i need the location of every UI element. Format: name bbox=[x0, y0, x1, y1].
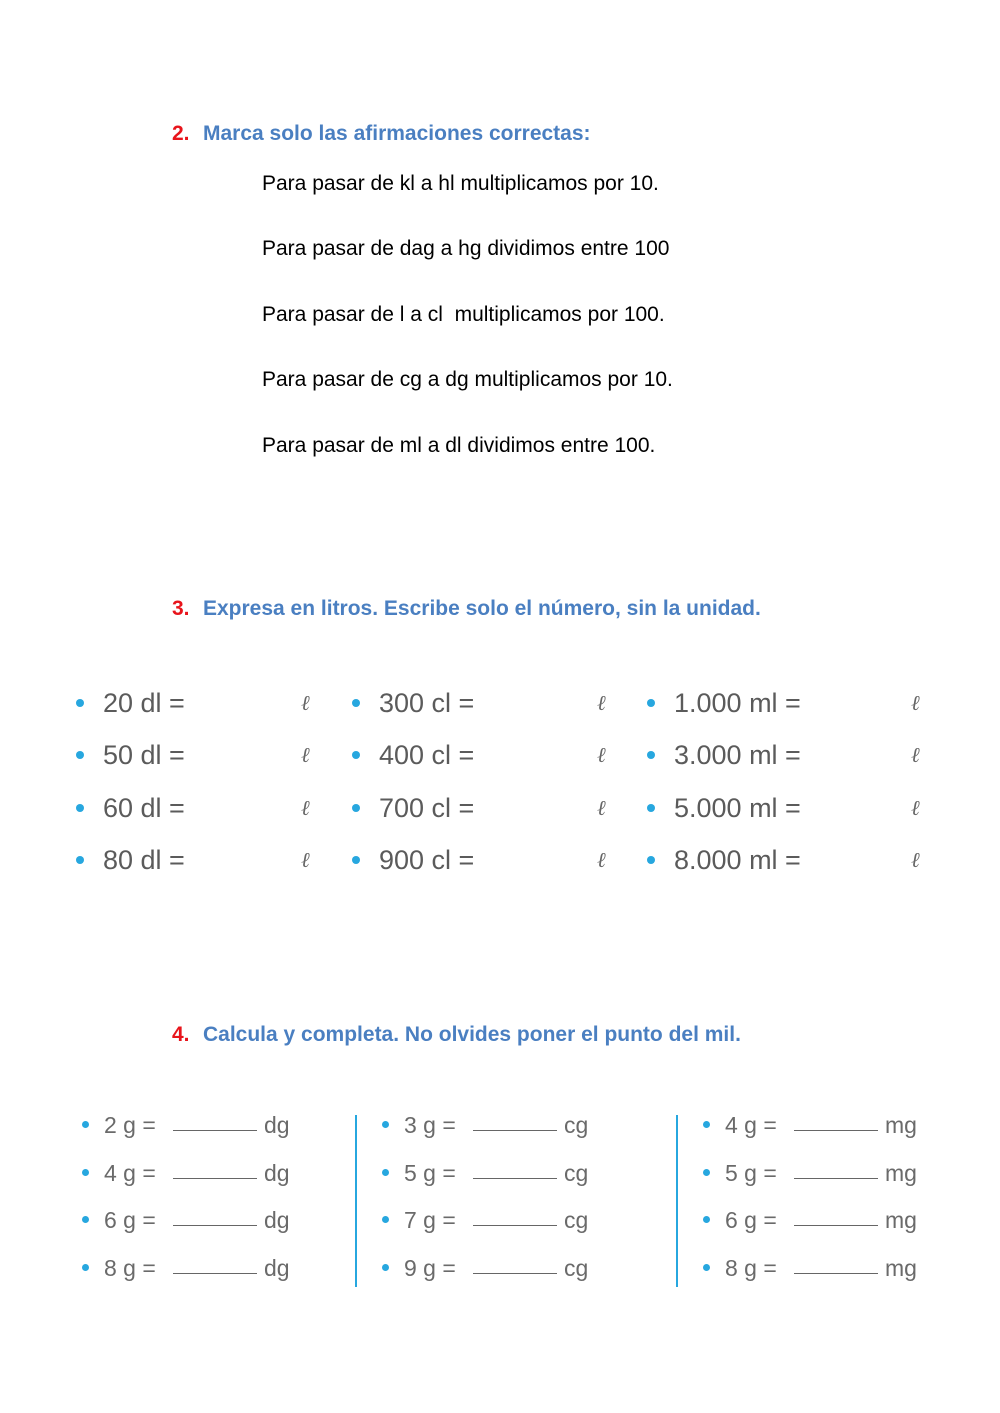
liter-unit-icon: ℓ bbox=[301, 743, 310, 767]
gram-unit: cg bbox=[564, 1255, 589, 1281]
liter-unit-icon: ℓ bbox=[597, 848, 606, 872]
answer-blank[interactable] bbox=[173, 1225, 257, 1226]
liter-unit-icon: ℓ bbox=[911, 743, 920, 767]
liter-expression: 400 cl = bbox=[379, 740, 475, 770]
answer-blank[interactable] bbox=[473, 1130, 557, 1131]
gram-unit: mg bbox=[885, 1112, 917, 1138]
bullet-icon bbox=[82, 1264, 89, 1271]
gram-expression: 8 g = bbox=[725, 1255, 777, 1281]
answer-blank[interactable] bbox=[473, 1225, 557, 1226]
statement-3[interactable]: Para pasar de l a cl multiplicamos por 100. bbox=[262, 303, 665, 326]
bullet-icon bbox=[382, 1216, 389, 1223]
bullet-icon bbox=[76, 699, 84, 707]
statement-5[interactable]: Para pasar de ml a dl dividimos entre 100. bbox=[262, 434, 656, 457]
liter-expression: 900 cl = bbox=[379, 845, 475, 875]
liter-expression: 8.000 ml = bbox=[674, 845, 801, 875]
q4-title: Calcula y completa. No olvides poner el punto del mil. bbox=[203, 1023, 741, 1046]
liter-expression: 20 dl = bbox=[103, 688, 185, 718]
gram-unit: mg bbox=[885, 1255, 917, 1281]
bullet-icon bbox=[82, 1121, 89, 1128]
gram-expression: 5 g = bbox=[725, 1160, 777, 1186]
column-divider bbox=[676, 1115, 678, 1287]
answer-blank[interactable] bbox=[173, 1273, 257, 1274]
gram-unit: mg bbox=[885, 1207, 917, 1233]
answer-blank[interactable] bbox=[794, 1178, 878, 1179]
liter-expression: 80 dl = bbox=[103, 845, 185, 875]
liter-unit-icon: ℓ bbox=[301, 848, 310, 872]
bullet-icon bbox=[703, 1169, 710, 1176]
bullet-icon bbox=[382, 1264, 389, 1271]
liter-unit-icon: ℓ bbox=[597, 691, 606, 715]
gram-unit: dg bbox=[264, 1112, 290, 1138]
bullet-icon bbox=[76, 751, 84, 759]
gram-expression: 6 g = bbox=[725, 1207, 777, 1233]
gram-expression: 2 g = bbox=[104, 1112, 156, 1138]
statement-2[interactable]: Para pasar de dag a hg dividimos entre 100 bbox=[262, 237, 670, 260]
bullet-icon bbox=[352, 804, 360, 812]
liter-expression: 300 cl = bbox=[379, 688, 475, 718]
q2-title: Marca solo las afirmaciones correctas: bbox=[203, 122, 591, 145]
gram-expression: 7 g = bbox=[404, 1207, 456, 1233]
bullet-icon bbox=[352, 699, 360, 707]
gram-unit: dg bbox=[264, 1207, 290, 1233]
bullet-icon bbox=[647, 804, 655, 812]
bullet-icon bbox=[647, 699, 655, 707]
q3-title: Expresa en litros. Escribe solo el número, sin la unidad. bbox=[203, 597, 761, 620]
answer-blank[interactable] bbox=[794, 1130, 878, 1131]
answer-blank[interactable] bbox=[173, 1178, 257, 1179]
gram-expression: 4 g = bbox=[104, 1160, 156, 1186]
liter-expression: 3.000 ml = bbox=[674, 740, 801, 770]
answer-blank[interactable] bbox=[794, 1273, 878, 1274]
gram-expression: 4 g = bbox=[725, 1112, 777, 1138]
gram-unit: cg bbox=[564, 1207, 589, 1233]
bullet-icon bbox=[647, 751, 655, 759]
gram-unit: cg bbox=[564, 1112, 589, 1138]
bullet-icon bbox=[382, 1169, 389, 1176]
column-divider bbox=[355, 1115, 357, 1287]
gram-unit: cg bbox=[564, 1160, 589, 1186]
statement-1[interactable]: Para pasar de kl a hl multiplicamos por 10. bbox=[262, 172, 659, 195]
liter-unit-icon: ℓ bbox=[597, 743, 606, 767]
liter-expression: 1.000 ml = bbox=[674, 688, 801, 718]
liter-expression: 5.000 ml = bbox=[674, 793, 801, 823]
bullet-icon bbox=[352, 751, 360, 759]
liter-unit-icon: ℓ bbox=[911, 848, 920, 872]
q2-number: 2. bbox=[172, 122, 190, 145]
gram-expression: 3 g = bbox=[404, 1112, 456, 1138]
bullet-icon bbox=[703, 1121, 710, 1128]
answer-blank[interactable] bbox=[473, 1178, 557, 1179]
liter-unit-icon: ℓ bbox=[301, 796, 310, 820]
liter-expression: 50 dl = bbox=[103, 740, 185, 770]
answer-blank[interactable] bbox=[473, 1273, 557, 1274]
liter-unit-icon: ℓ bbox=[911, 796, 920, 820]
q2-heading bbox=[172, 122, 591, 146]
bullet-icon bbox=[76, 856, 84, 864]
bullet-icon bbox=[647, 856, 655, 864]
liter-unit-icon: ℓ bbox=[301, 691, 310, 715]
answer-blank[interactable] bbox=[794, 1225, 878, 1226]
gram-unit: mg bbox=[885, 1160, 917, 1186]
liter-expression: 60 dl = bbox=[103, 793, 185, 823]
liter-expression: 700 cl = bbox=[379, 793, 475, 823]
gram-unit: dg bbox=[264, 1255, 290, 1281]
bullet-icon bbox=[382, 1121, 389, 1128]
bullet-icon bbox=[82, 1216, 89, 1223]
liter-unit-icon: ℓ bbox=[597, 796, 606, 820]
q4-number: 4. bbox=[172, 1023, 190, 1046]
gram-expression: 9 g = bbox=[404, 1255, 456, 1281]
bullet-icon bbox=[352, 856, 360, 864]
q3-number: 3. bbox=[172, 597, 190, 620]
gram-expression: 6 g = bbox=[104, 1207, 156, 1233]
statement-4[interactable]: Para pasar de cg a dg multiplicamos por 10. bbox=[262, 368, 673, 391]
q4-heading bbox=[172, 1023, 741, 1047]
gram-unit: dg bbox=[264, 1160, 290, 1186]
bullet-icon bbox=[76, 804, 84, 812]
bullet-icon bbox=[703, 1264, 710, 1271]
bullet-icon bbox=[703, 1216, 710, 1223]
bullet-icon bbox=[82, 1169, 89, 1176]
gram-expression: 5 g = bbox=[404, 1160, 456, 1186]
answer-blank[interactable] bbox=[173, 1130, 257, 1131]
q3-heading bbox=[172, 597, 761, 621]
liter-unit-icon: ℓ bbox=[911, 691, 920, 715]
gram-expression: 8 g = bbox=[104, 1255, 156, 1281]
